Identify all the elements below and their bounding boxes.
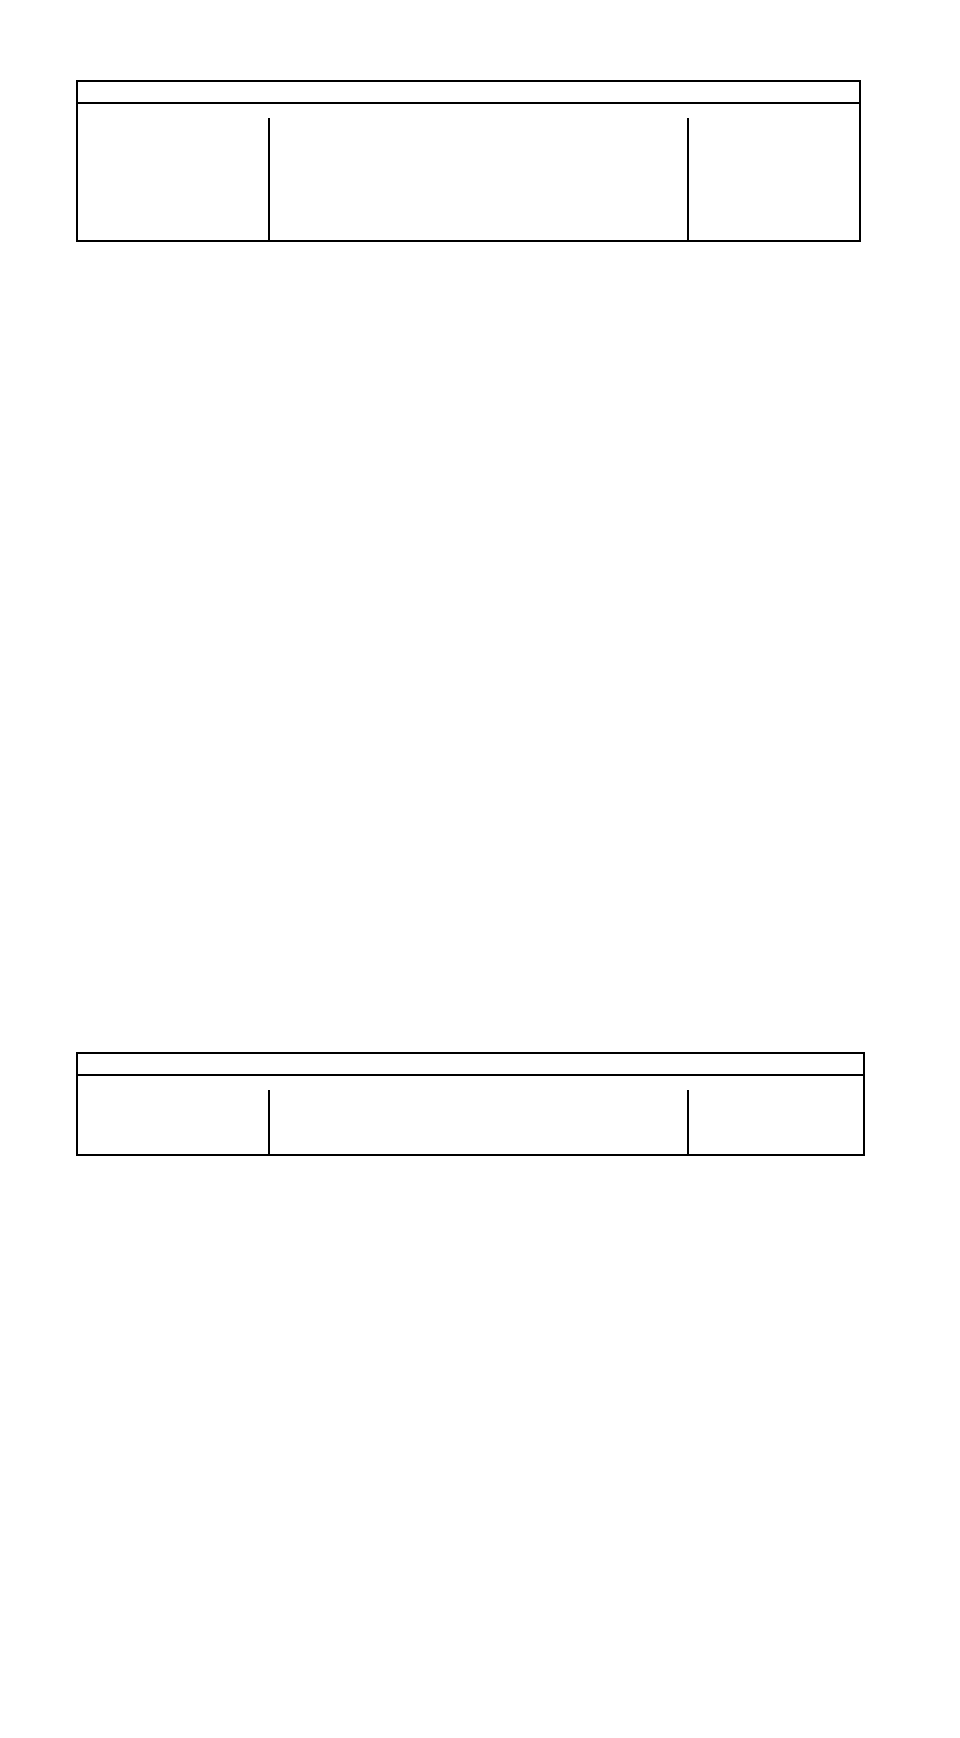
col-header-salad xyxy=(505,104,688,118)
menu-row xyxy=(77,160,860,182)
col-header-main xyxy=(269,1076,505,1090)
menu-row xyxy=(77,218,860,241)
dessert-cell xyxy=(688,196,860,218)
salad-cell xyxy=(505,118,688,132)
salad-cell xyxy=(505,1090,688,1104)
salad-cell xyxy=(505,146,688,160)
day-cell xyxy=(77,1126,269,1140)
salad-cell xyxy=(505,196,688,218)
menu-row xyxy=(77,1090,864,1104)
dessert-cell xyxy=(688,1090,864,1104)
col-header-dessert xyxy=(688,1076,863,1090)
dessert-cell xyxy=(688,118,860,132)
day-cell xyxy=(77,1140,269,1155)
menu-row xyxy=(77,146,860,160)
main-dish-cell xyxy=(269,118,505,132)
menu-row xyxy=(77,196,860,218)
lunch-table-title xyxy=(77,81,860,103)
menu-row xyxy=(77,1140,864,1155)
day-cell xyxy=(77,182,269,196)
day-cell xyxy=(77,118,269,132)
main-dish-cell xyxy=(269,132,505,146)
menu-row xyxy=(77,1104,864,1126)
main-dish-cell xyxy=(269,1140,505,1155)
main-dish-cell xyxy=(269,182,505,196)
main-dish-cell xyxy=(269,160,505,182)
dessert-cell xyxy=(688,218,860,241)
col-header-dessert xyxy=(688,104,859,118)
dessert-cell xyxy=(688,182,860,196)
dessert-cell xyxy=(688,160,860,182)
dessert-cell xyxy=(688,132,860,146)
salad-cell xyxy=(505,1140,688,1155)
main-dish-cell xyxy=(269,146,505,160)
day-cell xyxy=(77,218,269,241)
menu-row xyxy=(77,118,860,132)
main-dish-cell xyxy=(269,196,505,218)
main-dish-cell xyxy=(269,1104,505,1126)
dessert-cell xyxy=(688,146,860,160)
salad-cell xyxy=(505,218,688,241)
day-cell xyxy=(77,1090,269,1104)
lunch-column-headers xyxy=(77,103,860,118)
day-cell xyxy=(77,146,269,160)
day-cell xyxy=(77,196,269,218)
main-dish-cell xyxy=(269,218,505,241)
menu-row xyxy=(77,132,860,146)
main-dish-cell xyxy=(269,1090,505,1104)
lunch-menu-table xyxy=(76,80,861,242)
col-header-main xyxy=(269,104,505,118)
menu-row xyxy=(77,1126,864,1140)
salad-cell xyxy=(505,182,688,196)
menu-row xyxy=(77,182,860,196)
dessert-cell xyxy=(688,1126,864,1140)
dessert-cell xyxy=(688,1104,864,1126)
salad-cell xyxy=(505,1104,688,1126)
col-header-salad xyxy=(505,1076,688,1090)
day-cell xyxy=(77,160,269,182)
dessert-cell xyxy=(688,1140,864,1155)
day-cell xyxy=(77,132,269,146)
salad-cell xyxy=(505,160,688,182)
salad-cell xyxy=(505,132,688,146)
salad-cell xyxy=(505,1126,688,1140)
day-cell xyxy=(77,1104,269,1126)
dinner-table-title xyxy=(77,1053,864,1075)
dinner-menu-table xyxy=(76,1052,865,1156)
main-dish-cell xyxy=(269,1126,505,1140)
dinner-column-headers xyxy=(77,1075,864,1090)
